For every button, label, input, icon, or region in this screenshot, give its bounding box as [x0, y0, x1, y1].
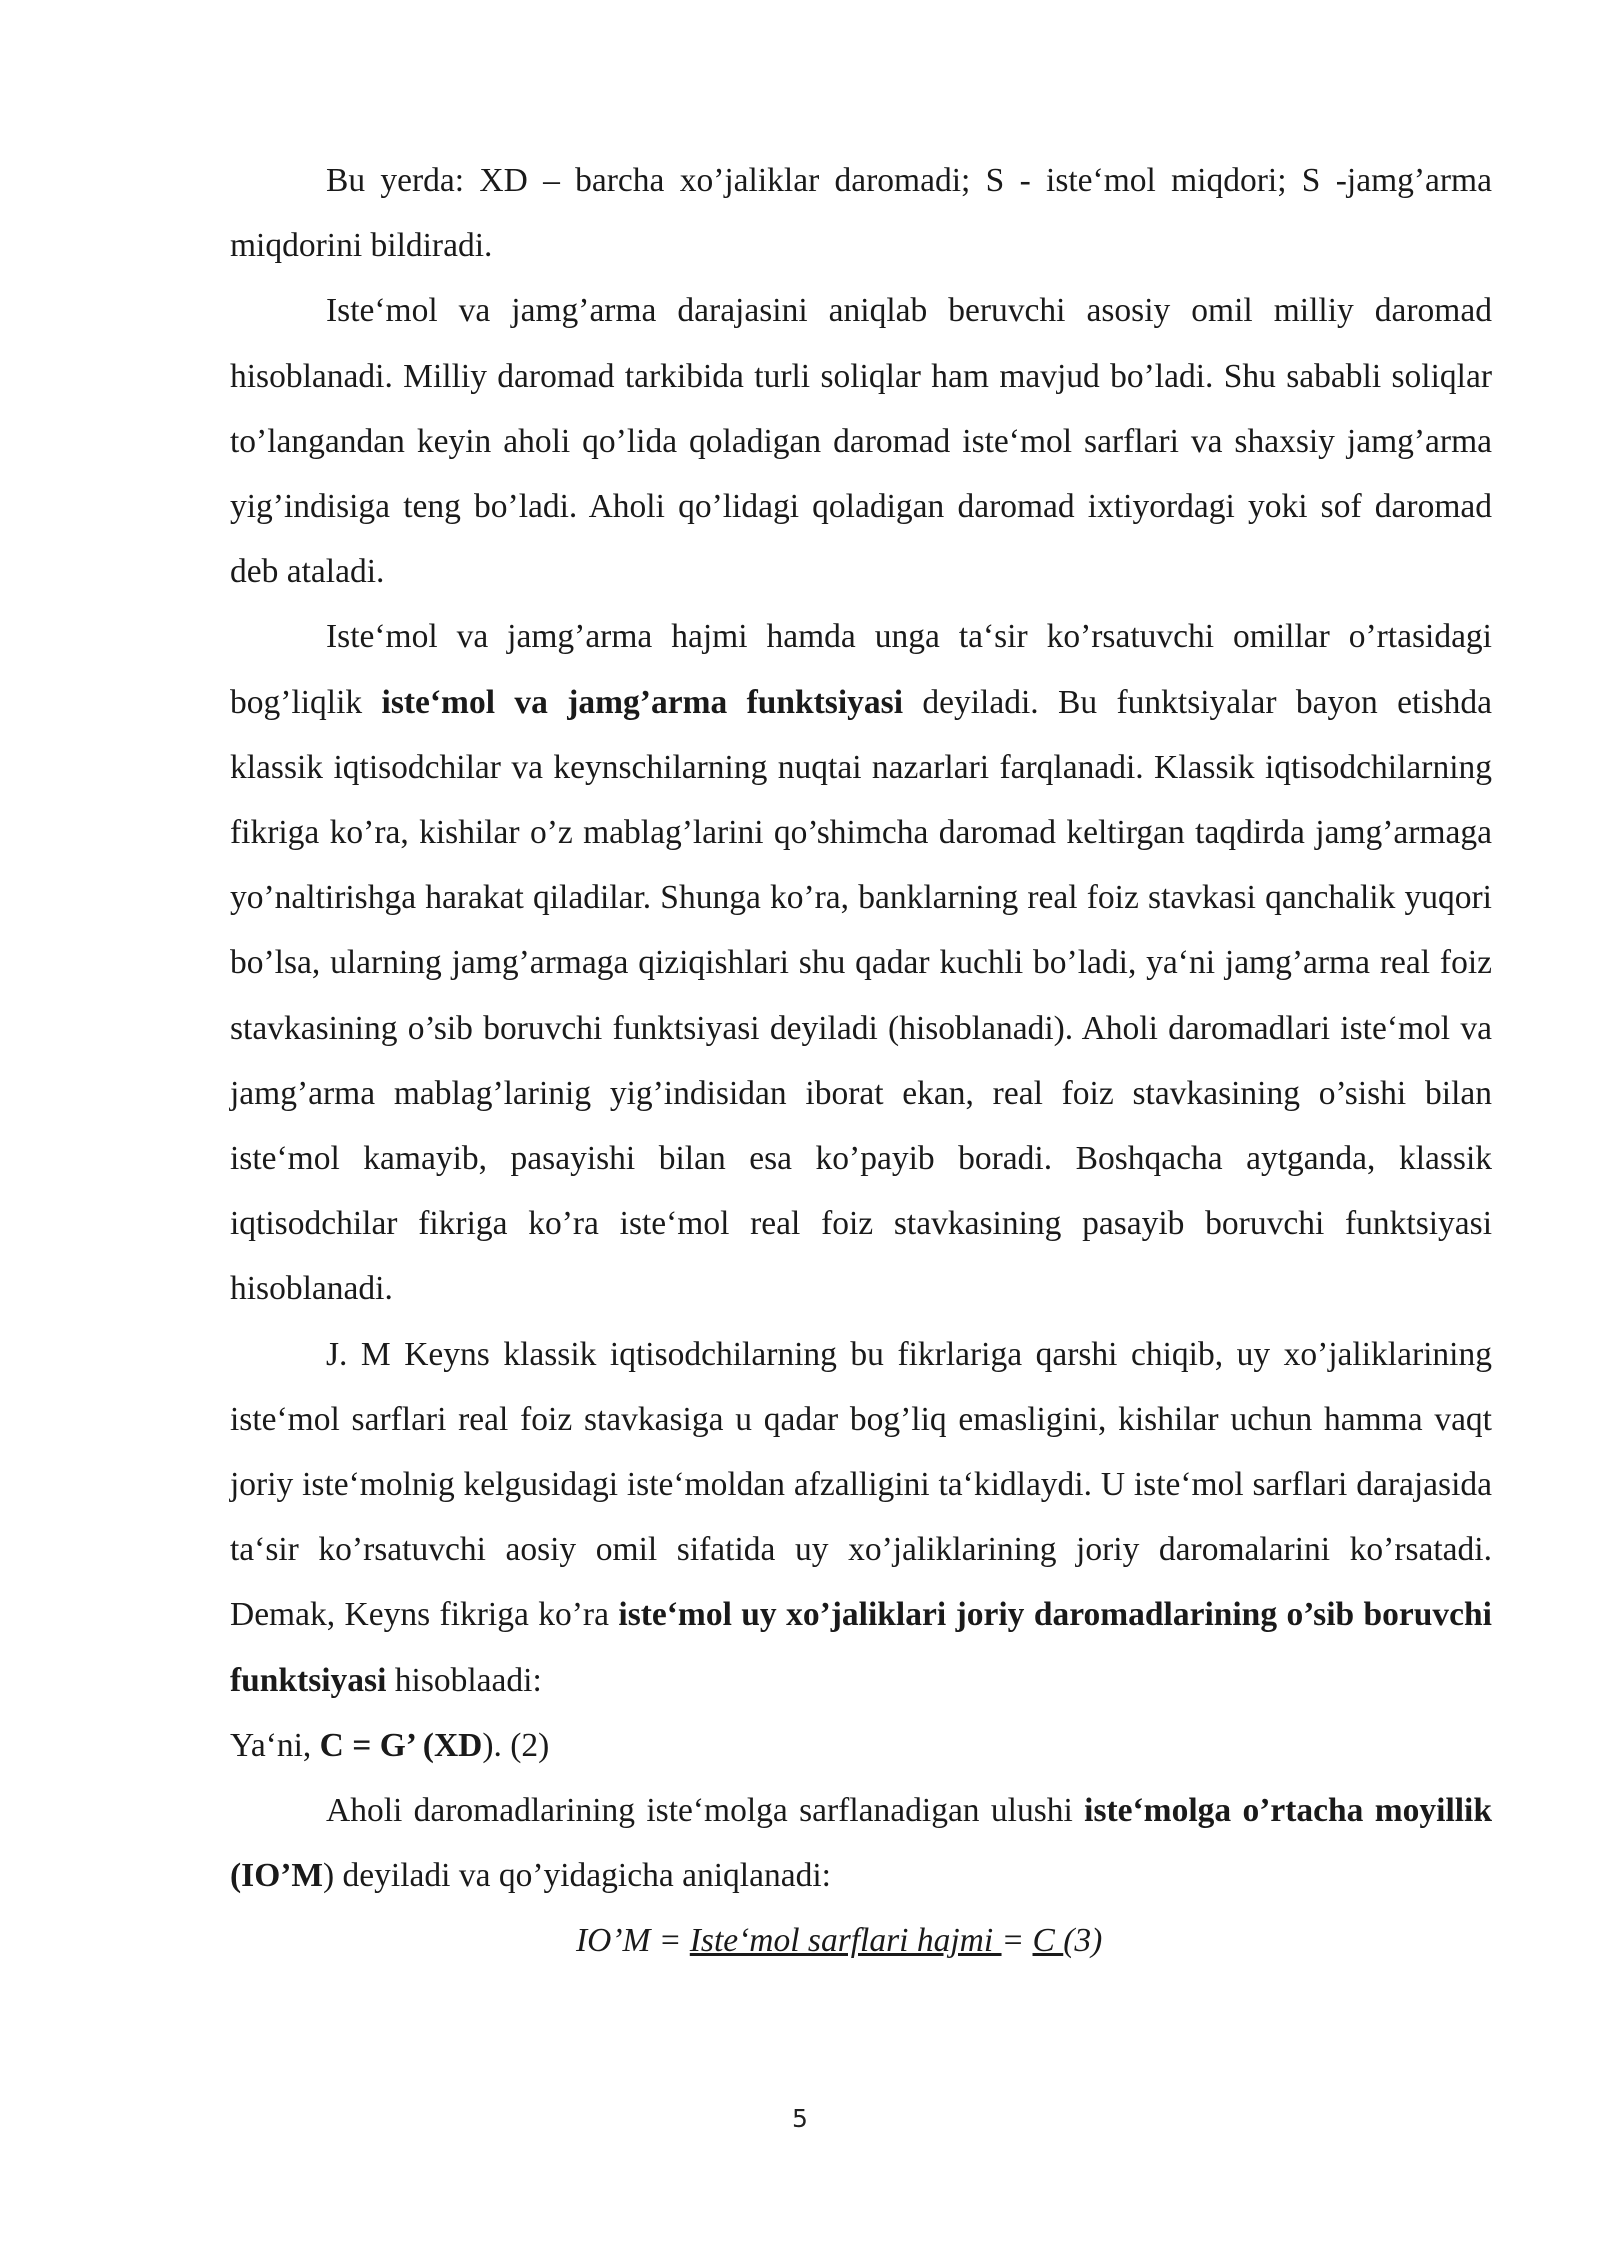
paragraph-definitions: Bu yerda: XD – barcha xo’jaliklar daromadi; S - iste‘mol miqdori; S -jamg’arma miqdorini bildiradi.	[230, 162, 1492, 265]
formula-2-xd: XD	[433, 1726, 483, 1764]
p4-text-a: J. M Keyns klassik iqtisodchilarning bu fikrlariga qarshi chiqib, uy xo’jaliklarining iste‘mol sarflari real foiz stavkasiga u qadar bog’liq emasligini, kishilar uchun hamma vaqt joriy iste‘molnig kelgusidagi iste‘moldan afzalligini ta‘kidlaydi. U iste‘mol sarflari darajasida ta‘sir ko’rsatuvchi aosiy omil sifatida uy xo’jaliklarining joriy daromalarini ko’rsatadi. Demak, Keyns fikriga ko’ra	[230, 1335, 1492, 1634]
formula-3-lhs: IO’M =	[576, 1922, 690, 1960]
formula-3-number: (3)	[1063, 1922, 1103, 1960]
p4-text-b: hisoblaadi:	[386, 1661, 542, 1699]
body-text	[230, 148, 1492, 1974]
paragraph-apc	[230, 1778, 1492, 1908]
formula-2-suffix: ). (2)	[482, 1726, 550, 1764]
p3-text-b: deyiladi. Bu funktsiyalar bayon etishda klassik iqtisodchilar va keynschilarning nuqtai nazarlari farqlanadi. Klassik iqtisodchilarning fikriga ko’ra, kishilar o’z mablag’larini qo’shimcha daromad keltirgan taqdirda jamg’armaga yo’naltirishga harakat qiladilar. Shunga ko’ra, banklarning real foiz stavkasi qanchalik yuqori bo’lsa, ularning jamg’armaga qiziqishlari shu qadar kuchli bo’ladi, ya‘ni jamg’arma real foiz stavkasining o’sib boruvchi funktsiyasi deyiladi (hisoblanadi). Aholi daromadlari iste‘mol va jamg’arma mablag’larinig yig’indisidan iborat ekan, real foiz stavkasining o’sishi bilan iste‘mol kamayib, pasayishi bilan esa ko’payib boradi. Boshqacha aytganda, klassik iqtisodchilar fikriga ko’ra iste‘mol real foiz stavkasining pasayib boruvchi funktsiyasi hisoblanadi.	[230, 683, 1492, 1308]
formula-2	[230, 1713, 1492, 1778]
p5-text-b: ) deyiladi va qo’yidagicha aniqlanadi:	[323, 1857, 831, 1895]
formula-2-bold: C = G’ (	[319, 1726, 434, 1764]
formula-2-prefix: Ya‘ni,	[230, 1726, 320, 1764]
paragraph-keynes-view	[230, 1322, 1492, 1713]
formula-3	[230, 1908, 1492, 1973]
p5-text-a: Aholi daromadlarining iste‘molga sarflanadigan ulushi	[326, 1792, 1085, 1830]
paragraph-classical-view	[230, 604, 1492, 1321]
term-keynes-function: iste‘mol uy xo’jaliklari joriy daromadlarining o’sib boruvchi funktsiyasi	[230, 1596, 1492, 1699]
page-number: 5	[792, 2104, 808, 2133]
formula-3-eq: =	[1001, 1922, 1033, 1960]
term-consumption-saving-function: iste‘mol va jamg’arma funktsiyasi	[381, 683, 903, 721]
formula-3-numerator-symbol: C	[1032, 1922, 1064, 1960]
term-apc: iste‘molga o’rtacha moyillik (IO’M	[230, 1792, 1492, 1895]
p3-text-a: Iste‘mol va jamg’arma hajmi hamda unga ta‘sir ko’rsatuvchi omillar o’rtasidagi bog’liqlik	[230, 618, 1492, 721]
paragraph-national-income: Iste‘mol va jamg’arma darajasini aniqlab beruvchi asosiy omil milliy daromad hisoblanadi. Milliy daromad tarkibida turli soliqlar ham mavjud bo’ladi. Shu sababli soliqlar to’langandan keyin aholi qo’lida qoladigan daromad iste‘mol sarflari va shaxsiy jamg’arma yig’indisiga teng bo’ladi. Aholi qo’lidagi qoladigan daromad ixtiyordagi yoki sof daromad deb ataladi.	[230, 292, 1492, 591]
formula-3-numerator-text: Iste‘mol sarflari hajmi	[689, 1922, 1002, 1960]
